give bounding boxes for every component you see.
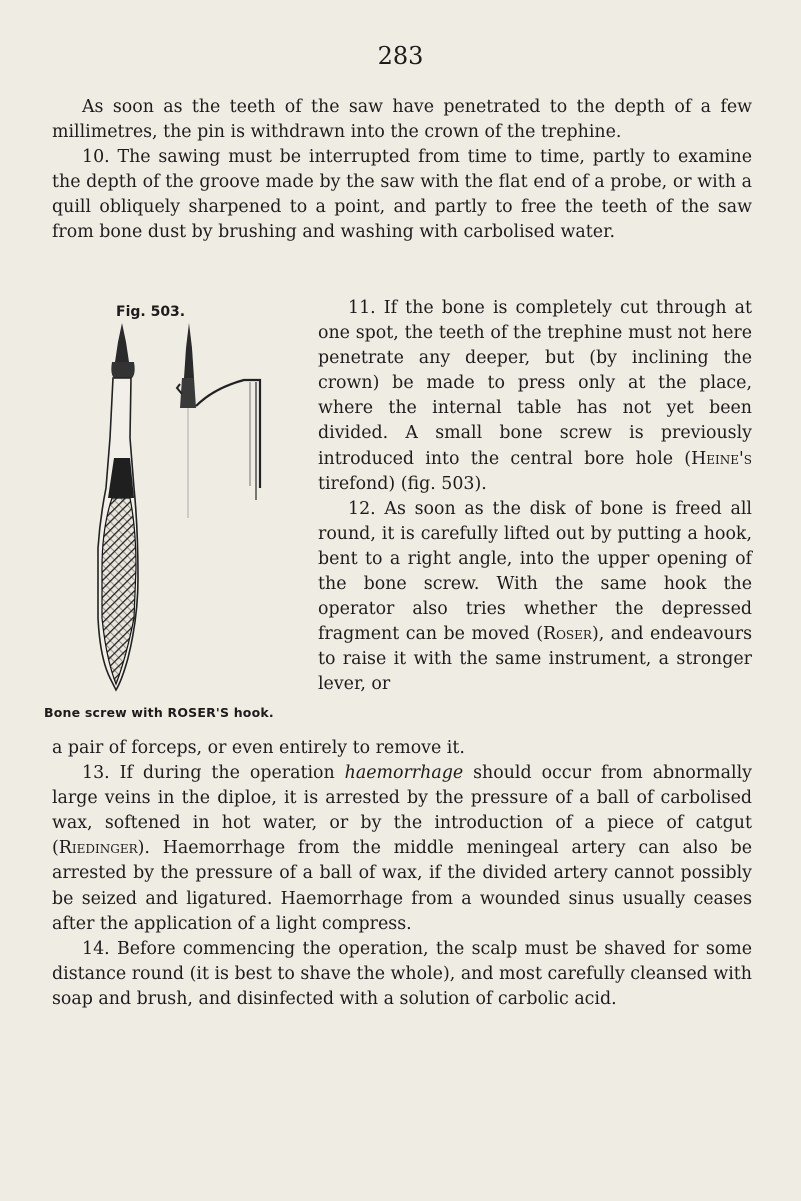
paragraph-13-mid: should occur from abnormally large veins in the diploe, it is arrested by the pressure of a ball of carbolised wax, softened in hot water, or by the introduction of a piece of catgut (: [52, 763, 752, 859]
text-block-right: [318, 296, 752, 698]
text-block-bottom: [52, 736, 752, 1012]
author-name: Riedinger: [58, 838, 138, 859]
paragraph-11: [318, 296, 752, 497]
paragraph-12-continuation: a pair of forceps, or even entirely to remove it.: [52, 738, 465, 758]
author-name: Roser: [543, 624, 592, 645]
bone-screw-and-hook-illustration: [84, 318, 304, 698]
paragraph-12: [318, 497, 752, 698]
paragraph-11-text: 11. If the bone is completely cut through at one spot, the teeth of the trephine must not here penetrate any deeper, but (by inclining the crown) be made to press only at the place, where the internal table has not yet been divided. A small bone screw is previously introduced into the central bore hole (: [318, 298, 752, 469]
paragraph-10: 10. The sawing must be interrupted from time to time, partly to examine the depth of the groove made by the saw with the flat end of a probe, or with a quill obliquely sharpened to a point, and partly to free the teeth of the saw from bone dust by brushing and washing with carbolised water.: [52, 147, 752, 243]
text-block-top: [52, 95, 752, 246]
author-name: Heine's: [691, 448, 752, 469]
roser-hook: [177, 323, 260, 518]
paragraph-12-end: ), and endeavours to raise it with the same instrument, a stronger lever, or: [318, 624, 753, 695]
paragraph-11-end: tirefond) (fig. 503).: [318, 473, 487, 494]
page-number: 283: [377, 42, 424, 70]
figure-label: Fig. 503.: [116, 304, 186, 320]
paragraph-13-text: 13. If during the operation: [82, 763, 345, 784]
paragraph-14: 14. Before commencing the operation, the scalp must be shaved for some distance round (it is best to shave the whole), and most carefully cleansed with soap and brush, and disinfected with a solution of carbolic acid.: [52, 938, 752, 1009]
paragraph-13-end: ). Haemorrhage from the middle meningeal artery can also be arrested by the pressure of a ball of wax, if the divided artery cannot possibly be seized and ligatured. Haemorrhage from a wounded sinus usually ceases after the application of a light compress.: [52, 838, 752, 934]
figure-caption: Bone screw with ROSER'S hook.: [44, 705, 274, 720]
bone-screw: [98, 323, 138, 690]
paragraph-13: [52, 761, 752, 937]
paragraph: As soon as the teeth of the saw have penetrated to the depth of a few millimetres, the pin is withdrawn into the crown of the trephine.: [52, 97, 752, 143]
italic-term: haemorrhage: [344, 763, 464, 784]
paragraph-12-text: 12. As soon as the disk of bone is freed all round, it is carefully lifted out by putting a hook, bent to a right angle, into the upper opening of the bone screw. With the same hook the operator also tries whether the depressed fragment can be moved (: [318, 498, 752, 645]
